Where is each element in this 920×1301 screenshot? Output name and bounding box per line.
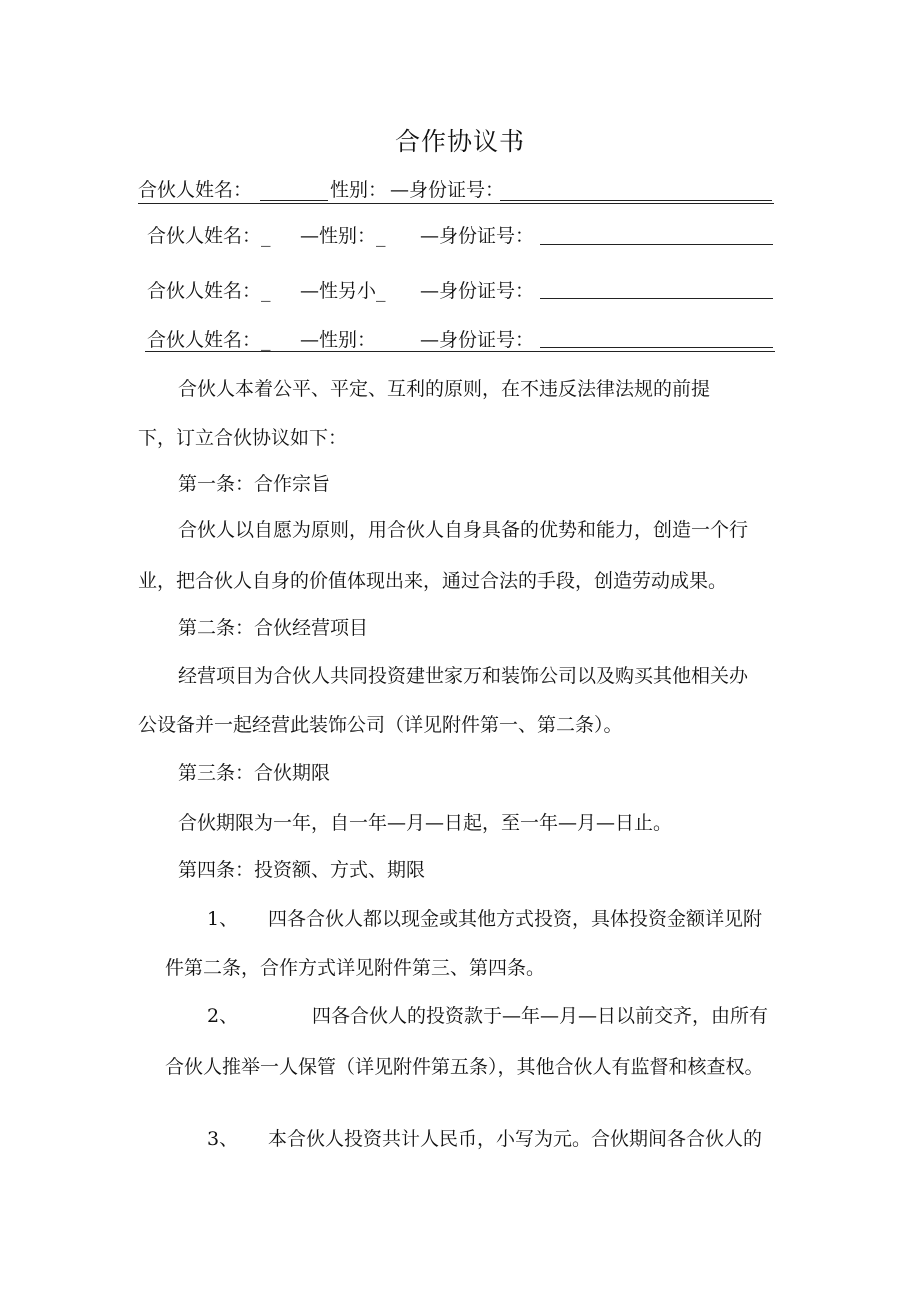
article-1-line-1: 合伙人以自愿为原则，用合伙人自身具备的优势和能力，创造一个行 xyxy=(178,519,749,541)
article-2-line-2: 公设备并一起经营此装饰公司（详见附件第一、第二条）。 xyxy=(138,714,623,736)
intro-line-2: 下，订立合伙协议如下： xyxy=(138,427,348,449)
partner-4-id-label: —身份证号： xyxy=(420,329,535,351)
partner-4-id-blank xyxy=(540,347,773,348)
partner-4-name-label: 合伙人姓名：_ xyxy=(147,329,271,351)
article-4-item-2-line-1: 四各合伙人的投资款于—年—月—日以前交齐，由所有 xyxy=(312,1005,769,1027)
partner-3-name-label: 合伙人姓名：_ xyxy=(147,280,271,302)
partner-2-id-label: —身份证号： xyxy=(420,225,535,247)
article-1-heading: 第一条：合作宗旨 xyxy=(178,473,331,495)
partner-3-id-blank xyxy=(540,298,773,299)
partner-1-gender-label: 性别： xyxy=(330,179,388,201)
partner-1-id-label: —身份证号： xyxy=(390,179,505,201)
partner-2-id-blank xyxy=(540,244,773,245)
intro-line-1: 合伙人本着公平、平定、互利的原则，在不违反法律法规的前提 xyxy=(178,378,711,400)
article-4-item-1-line-2: 件第二条，合作方式详见附件第三、第四条。 xyxy=(165,957,546,979)
article-4-item-2-number: 2、 xyxy=(207,1005,239,1027)
article-4-item-3-line-1: 本合伙人投资共计人民币，小写为元。合伙期间各合伙人的 xyxy=(268,1128,763,1150)
article-2-line-1: 经营项目为合伙人共同投资建世家万和装饰公司以及购买其他相关办 xyxy=(178,665,749,687)
partner-4-gender-label: —性别： xyxy=(300,329,377,351)
partner-1-name-label: 合伙人姓名： xyxy=(138,179,253,201)
article-1-line-2: 业，把合伙人自身的价值体现出来，通过合法的手段，创造劳动成果。 xyxy=(138,570,728,592)
partner-1-name-blank xyxy=(260,200,328,201)
article-4-item-2-line-2: 合伙人推举一人保管（详见附件第五条），其他合伙人有监督和核查权。 xyxy=(165,1056,764,1078)
partner-1-row-rule xyxy=(138,203,774,204)
document-title: 合作协议书 xyxy=(394,127,525,156)
partner-2-name-label: 合伙人姓名：_ xyxy=(147,225,271,247)
partner-3-gender-label: —性另小_ xyxy=(300,280,386,302)
partner-2-gender-label: —性别：_ xyxy=(300,225,386,247)
partner-3-id-label: —身份证号： xyxy=(420,280,535,302)
article-4-item-1-line-1: 四各合伙人都以现金或其他方式投资，具体投资金额详见附 xyxy=(268,908,763,930)
partner-4-row-rule xyxy=(145,351,775,352)
article-4-item-1-number: 1、 xyxy=(207,908,239,930)
article-4-item-3-number: 3、 xyxy=(207,1128,239,1150)
partner-1-id-blank xyxy=(500,200,772,201)
article-3-heading: 第三条：合伙期限 xyxy=(178,762,331,784)
article-4-heading: 第四条：投资额、方式、期限 xyxy=(178,859,426,881)
article-2-heading: 第二条：合伙经营项目 xyxy=(178,617,369,639)
article-3-line-1: 合伙期限为一年，自一年—月—日起，至一年—月—日止。 xyxy=(178,812,673,834)
